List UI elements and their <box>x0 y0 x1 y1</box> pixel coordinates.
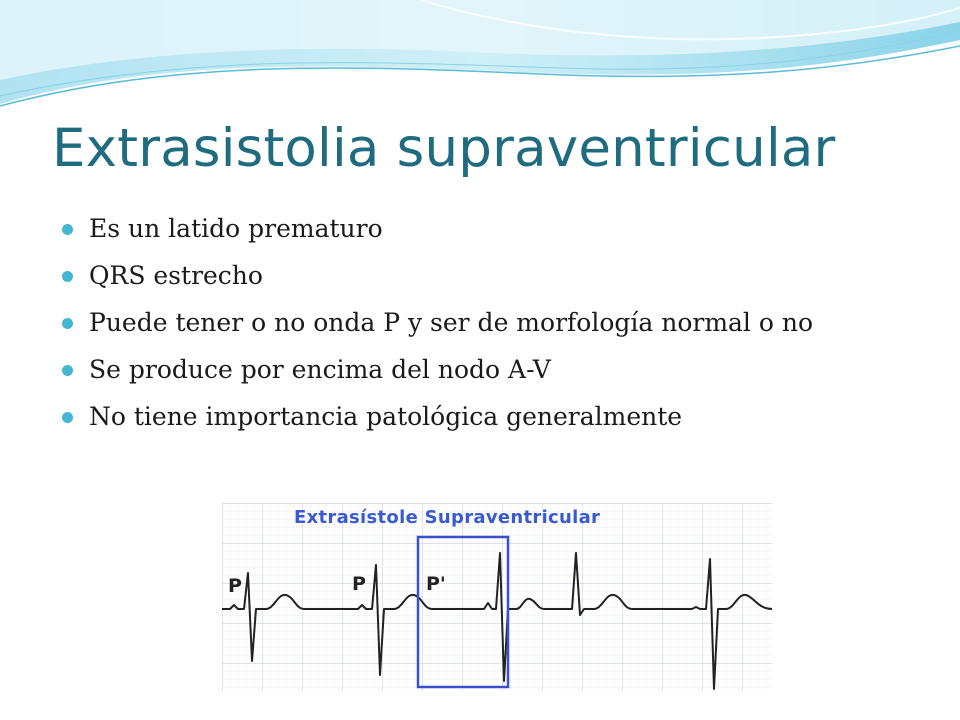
bullet-icon <box>62 224 73 235</box>
p-prime-wave-label: P' <box>426 573 446 595</box>
p-wave-label: P <box>352 573 366 595</box>
bullet-item <box>62 212 892 246</box>
ecg-figure-label: Extrasístole Supraventricular <box>294 507 601 528</box>
bullet-icon <box>62 271 73 282</box>
ecg-strip-image <box>222 503 772 691</box>
header-wave-decoration <box>0 0 960 120</box>
slide-title: Extrasistolia supraventricular <box>52 118 836 179</box>
bullet-icon <box>62 318 73 329</box>
bullet-icon <box>62 365 73 376</box>
bullet-icon <box>62 412 73 423</box>
bullet-item <box>62 259 892 293</box>
bullet-text: No tiene importancia patológica generalmente <box>89 402 683 431</box>
bullet-list <box>62 212 892 447</box>
bullet-item <box>62 400 892 434</box>
bullet-text: Puede tener o no onda P y ser de morfología normal o no <box>89 308 814 337</box>
bullet-text: Es un latido prematuro <box>89 214 383 243</box>
ecg-figure <box>222 503 772 691</box>
bullet-text: Se produce por encima del nodo A-V <box>89 355 551 384</box>
p-wave-label: P <box>228 575 242 597</box>
bullet-text: QRS estrecho <box>89 261 263 290</box>
bullet-item <box>62 353 892 387</box>
bullet-item <box>62 306 892 340</box>
